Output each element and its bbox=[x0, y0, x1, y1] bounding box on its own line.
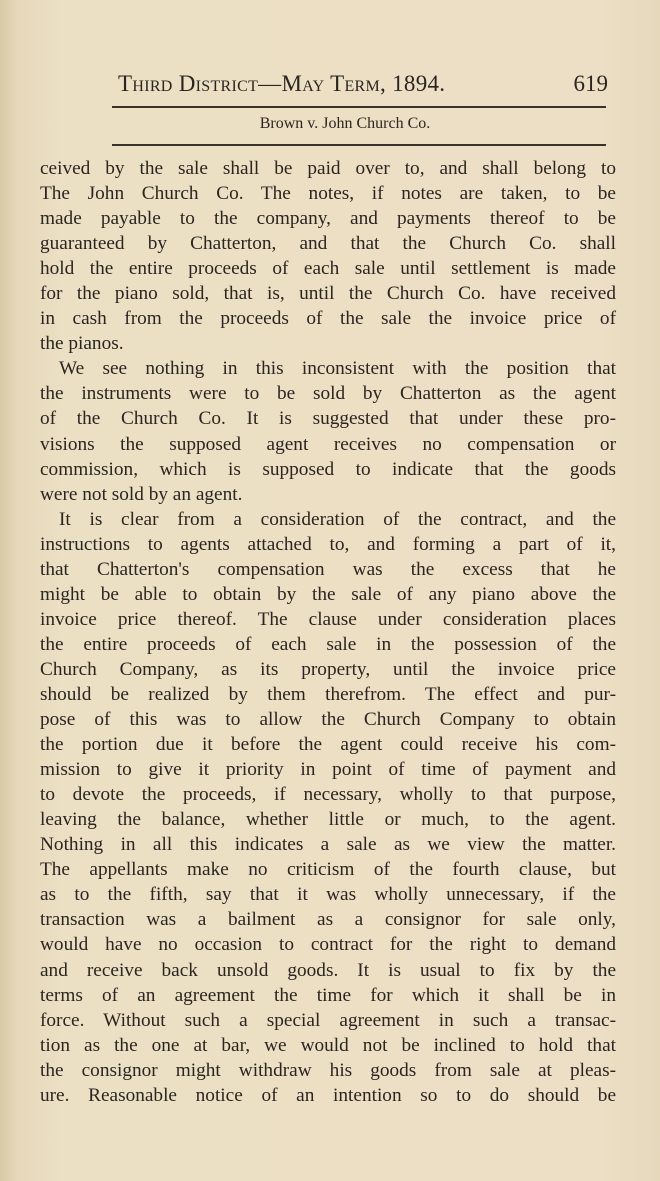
text-line: The John Church Co. The notes, if notes are taken, to be bbox=[40, 183, 616, 205]
text-line: ceived by the sale shall be paid over to, and shall belong to bbox=[40, 158, 616, 179]
text-line: leaving the balance, whether little or much, to the agent. bbox=[40, 809, 616, 831]
text-line: force. Without such a special agreement in such a transac- bbox=[40, 1009, 616, 1031]
case-title: Brown v. John Church Co. bbox=[259, 115, 431, 132]
text-line: the entire proceeds of each sale in the possession of the bbox=[40, 633, 616, 655]
text-line: terms of an agreement the time for which it shall be in bbox=[40, 984, 616, 1006]
text-line: mission to give it priority in point of time of payment and bbox=[40, 759, 616, 781]
running-head bbox=[118, 71, 608, 101]
body-text bbox=[40, 156, 616, 1108]
text-line: that Chatterton's compensation was the excess that he bbox=[40, 558, 616, 580]
text-line: tion as the one at bar, we would not be inclined to hold that bbox=[40, 1034, 616, 1056]
text-line: Nothing in all this indicates a sale as we view the matter. bbox=[40, 834, 616, 856]
running-head-title: Third District—May Term, 1894. bbox=[118, 71, 446, 96]
text-line: commission, which is supposed to indicate that the goods bbox=[40, 458, 616, 480]
text-line: the consignor might withdraw his goods from sale at pleas- bbox=[40, 1059, 616, 1081]
text-line: invoice price thereof. The clause under consideration places bbox=[40, 608, 616, 630]
text-line: were not sold by an agent. bbox=[40, 483, 243, 505]
text-line: the portion due it before the agent could receive his com- bbox=[40, 734, 616, 756]
text-line: and receive back unsold goods. It is usual to fix by the bbox=[40, 959, 616, 981]
text-line: as to the fifth, say that it was wholly unnecessary, if the bbox=[40, 884, 616, 906]
text-line: the pianos. bbox=[40, 333, 124, 355]
text-line: Church Company, as its property, until the invoice price bbox=[40, 658, 616, 680]
header-rule-bottom bbox=[112, 144, 606, 146]
text-line: hold the entire proceeds of each sale until settlement is made bbox=[40, 258, 616, 280]
text-line: pose of this was to allow the Church Company to obtain bbox=[40, 709, 616, 731]
text-line: It is clear from a consideration of the contract, and the bbox=[59, 508, 616, 530]
text-line: guaranteed by Chatterton, and that the Church Co. shall bbox=[40, 233, 616, 255]
text-line: for the piano sold, that is, until the Church Co. have received bbox=[40, 283, 616, 305]
text-line: The appellants make no criticism of the fourth clause, but bbox=[40, 859, 616, 881]
text-line: might be able to obtain by the sale of any piano above the bbox=[40, 583, 616, 605]
text-line: the instruments were to be sold by Chatterton as the agent bbox=[40, 383, 616, 405]
text-line: transaction was a bailment as a consignor for sale only, bbox=[40, 909, 616, 931]
text-line: made payable to the company, and payments thereof to be bbox=[40, 208, 616, 230]
text-line: ure. Reasonable notice of an intention so to do should be bbox=[40, 1084, 616, 1106]
text-line: to devote the proceeds, if necessary, wholly to that purpose, bbox=[40, 784, 616, 806]
text-line: in cash from the proceeds of the sale the invoice price of bbox=[40, 308, 616, 330]
text-line: visions the supposed agent receives no compensation or bbox=[40, 433, 616, 455]
text-line: instructions to agents attached to, and forming a part of it, bbox=[40, 533, 616, 555]
text-line: should be realized by them therefrom. The effect and pur- bbox=[40, 683, 616, 705]
text-line: We see nothing in this inconsistent with the position that bbox=[59, 358, 616, 380]
header-rule-top bbox=[112, 106, 606, 108]
text-line: would have no occasion to contract for the right to demand bbox=[40, 934, 616, 956]
page-number: 619 bbox=[573, 71, 608, 96]
text-line: of the Church Co. It is suggested that under these pro- bbox=[40, 408, 616, 430]
